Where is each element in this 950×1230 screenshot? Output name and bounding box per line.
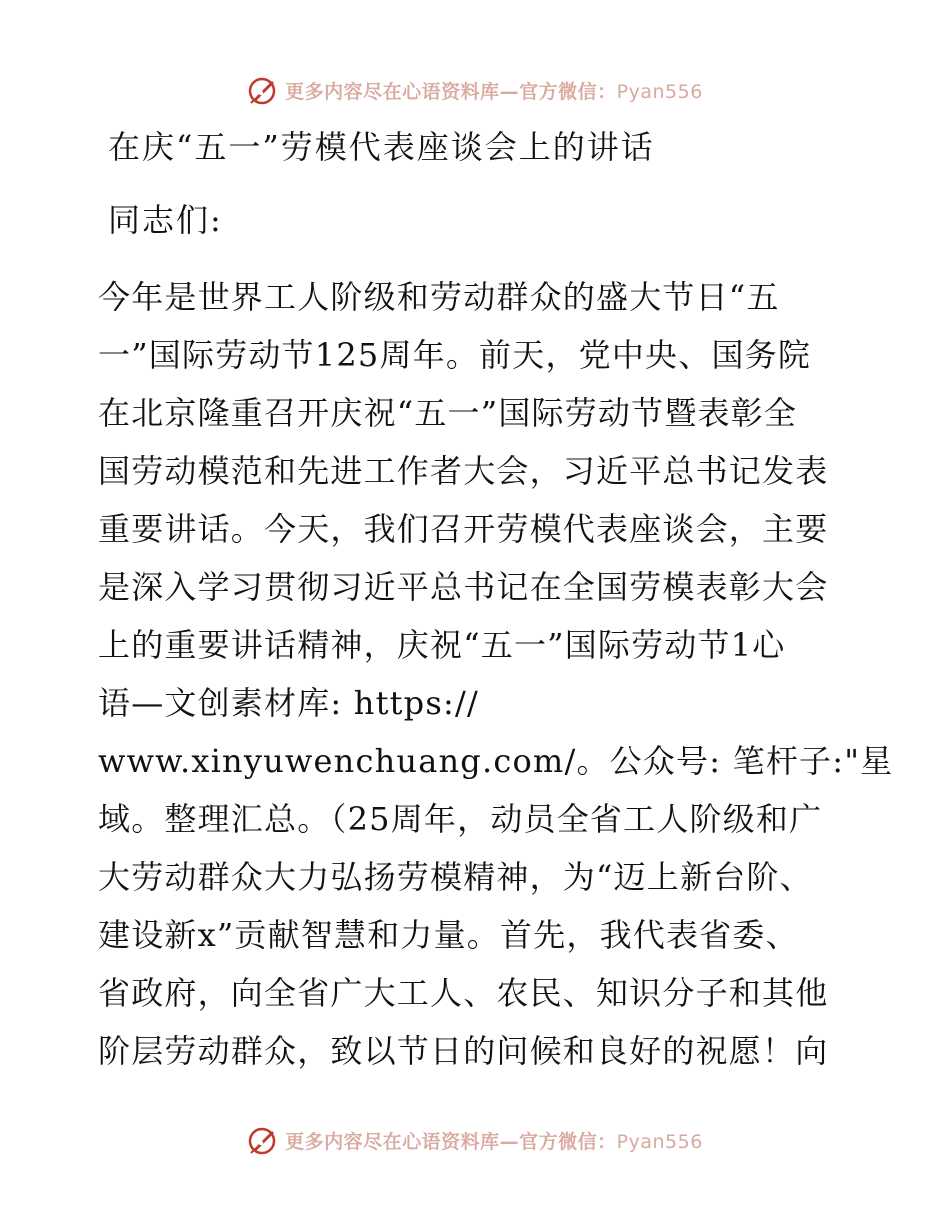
pen-nib-logo-icon xyxy=(247,1124,279,1156)
body-line: 建设新x”贡献智慧和力量。首先，我代表省委、 xyxy=(98,916,799,954)
body-line: 在北京隆重召开庆祝“五一”国际劳动节暨表彰全 xyxy=(98,394,798,432)
body-line: 大劳动群众大力弘扬劳模精神，为“迈上新台阶、 xyxy=(98,858,813,896)
pen-nib-logo-icon xyxy=(247,74,279,106)
body-line: 是深入学习贯彻习近平总书记在全国劳模表彰大会 xyxy=(98,568,829,606)
watermark-text: 更多内容尽在心语资料库—官方微信：Pyan556 xyxy=(285,80,703,103)
body-paragraph xyxy=(98,268,894,1080)
document-title: 在庆“五一”劳模代表座谈会上的讲话 xyxy=(108,128,655,166)
body-line: www.xinyuwenchuang.com/。公众号: 笔杆子:"星 xyxy=(98,742,894,780)
wechat-handle: Pyan556 xyxy=(616,1130,703,1153)
body-line: 今年是世界工人阶级和劳动群众的盛大节日“五 xyxy=(98,278,780,316)
header-watermark-banner xyxy=(0,70,950,110)
body-line: 阶层劳动群众，致以节日的问候和良好的祝愿！向 xyxy=(98,1032,829,1070)
wechat-handle: Pyan556 xyxy=(616,80,703,103)
body-line: 语—文创素材库: https:// xyxy=(98,684,479,722)
salutation: 同志们: xyxy=(108,201,223,239)
body-line: 域。整理汇总。（25周年，动员全省工人阶级和广 xyxy=(98,800,823,838)
footer-watermark-banner xyxy=(0,1120,950,1160)
body-line: 上的重要讲话精神，庆祝“五一”国际劳动节1心 xyxy=(98,626,786,664)
body-line: 省政府，向全省广大工人、农民、知识分子和其他 xyxy=(98,974,829,1012)
body-line: 一”国际劳动节125周年。前天，党中央、国务院 xyxy=(98,336,812,374)
body-line: 重要讲话。今天，我们召开劳模代表座谈会，主要 xyxy=(98,510,829,548)
watermark-text: 更多内容尽在心语资料库—官方微信：Pyan556 xyxy=(285,1130,703,1153)
body-line: 国劳动模范和先进工作者大会，习近平总书记发表 xyxy=(98,452,829,490)
